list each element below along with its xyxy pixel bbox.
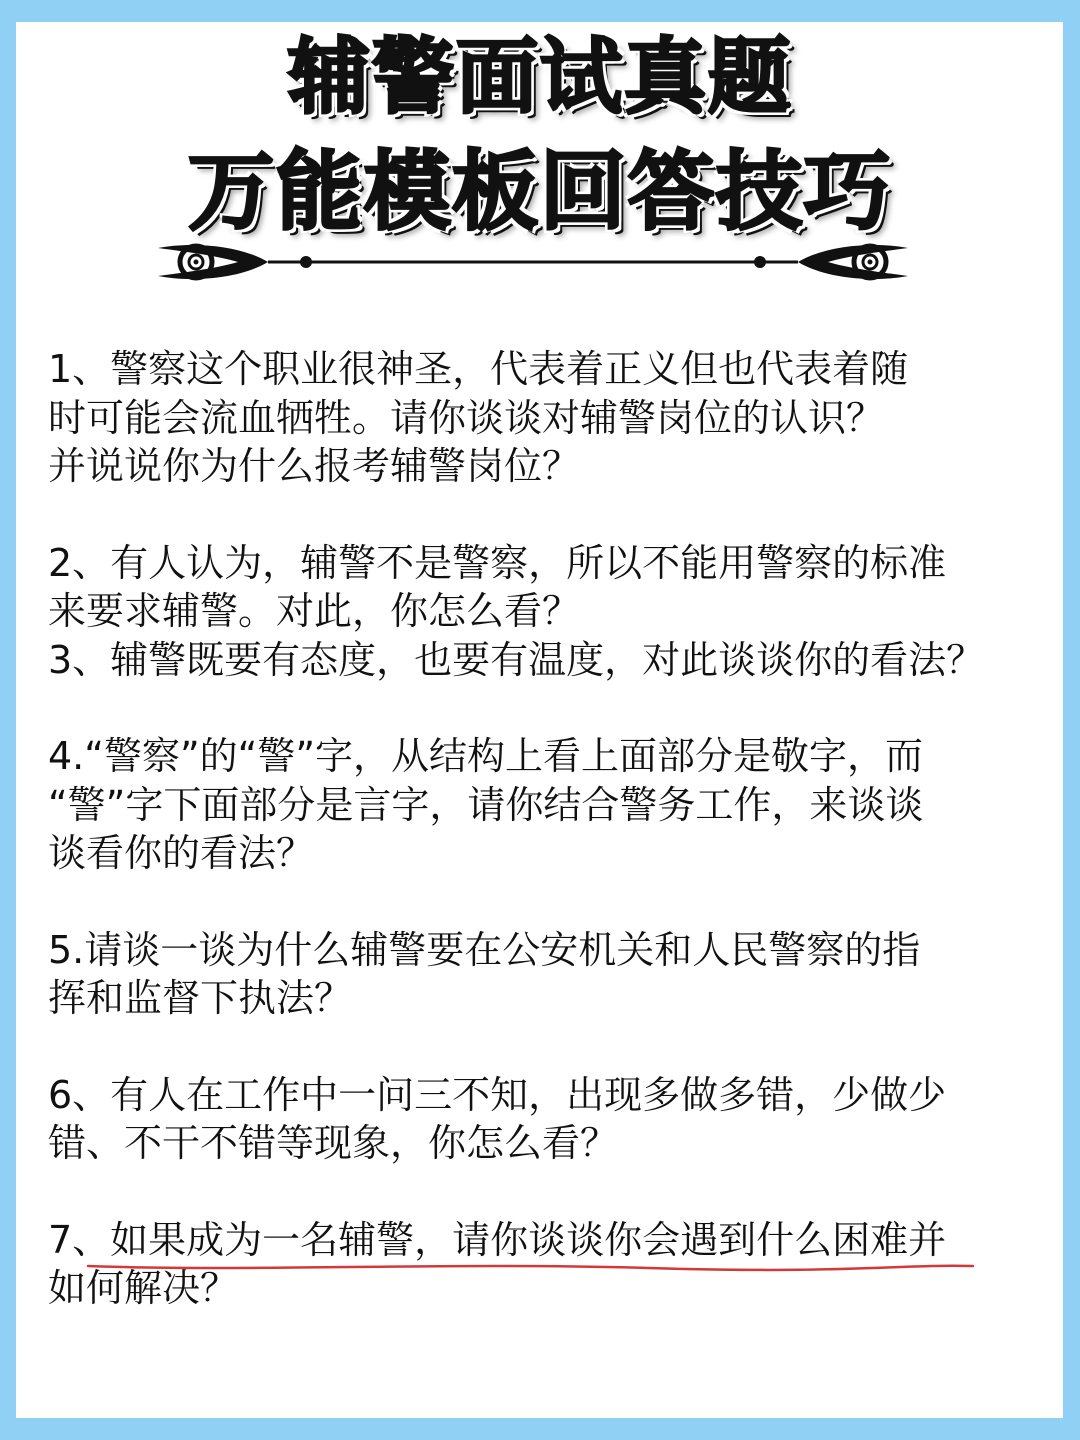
page-title-line-2: 万能模板回答技巧 (188, 142, 892, 242)
page-title-line-1: 辅警面试真题 (287, 30, 792, 125)
question-list (48, 345, 1048, 1313)
question-7: 7、如果成为一名辅警，请你谈谈你会遇到什么困难并 如何解决？ (48, 1217, 947, 1310)
question-3: 3、辅警既要有态度，也要有温度，对此谈谈你的看法？ (48, 637, 985, 682)
question-7-wrapper (48, 1216, 1048, 1313)
question-1: 1、警察这个职业很神圣，代表着正义但也代表着随 时可能会流血牺牲。请你谈谈对辅警岗位的认识？ 并说说你为什么报考辅警岗位？ (48, 347, 909, 488)
red-underline-mark (48, 1260, 978, 1274)
question-5: 5.请谈一谈为什么辅警要在公安机关和人民警察的指 挥和监督下执法？ (48, 927, 921, 1020)
flourish-divider-icon (148, 234, 918, 294)
question-4: 4.“警察”的“警”字，从结构上看上面部分是敬字，而 “警”字下面部分是言字，请你结合警务工作，来谈谈 谈看你的看法？ (48, 734, 924, 875)
question-6: 6、有人在工作中一问三不知，出现多做多错，少做少 错、不干不错等现象，你怎么看？ (48, 1072, 947, 1165)
question-2: 2、有人认为，辅警不是警察，所以不能用警察的标准 来要求辅警。对此，你怎么看？ (48, 540, 947, 633)
